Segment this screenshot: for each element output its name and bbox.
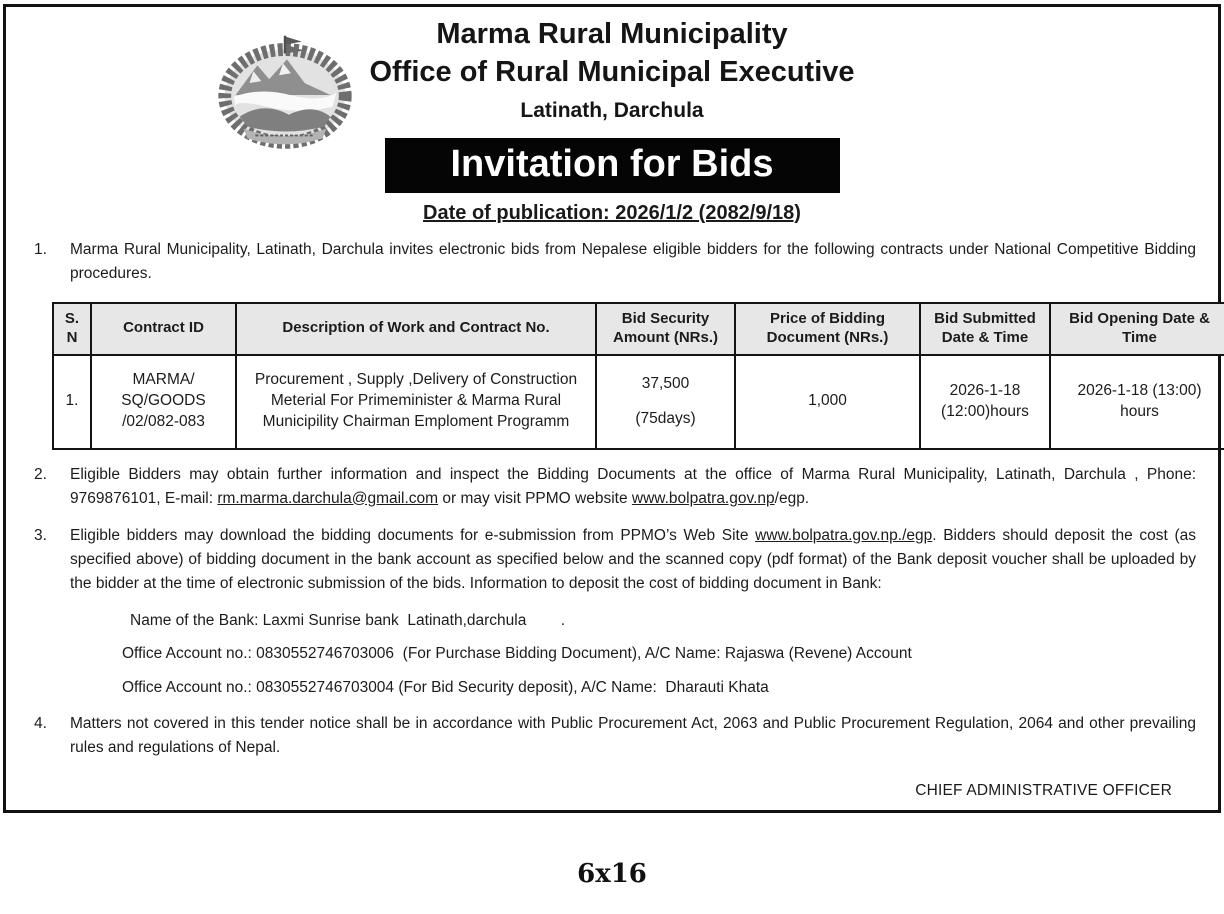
col-header-bid-submitted: Bid Submitted Date & Time — [920, 303, 1050, 355]
bid-security-amount: 37,500 — [641, 374, 690, 392]
paragraph-number: 2. — [34, 465, 47, 483]
document-frame — [3, 4, 1221, 813]
text-segment: Eligible bidders may download the bidding documents for e-submission from PPMO’s Web Site — [70, 526, 756, 544]
text-segment: or may visit PPMO website — [438, 489, 632, 507]
cell-bid-security — [596, 355, 735, 449]
cell-contract-id — [91, 355, 236, 449]
paragraph-text — [70, 463, 1196, 511]
bank-account-line-security: Office Account no.: 0830552746703004 (For Bid Security deposit), A/C Name: Dharauti Khata — [122, 679, 769, 697]
table-header-row — [53, 303, 1224, 355]
notice-paragraph-3 — [34, 524, 1196, 596]
table-row — [53, 355, 1224, 449]
col-header-description: Description of Work and Contract No. — [236, 303, 596, 355]
nepal-emblem-logo — [206, 33, 364, 149]
notice-paragraph-2 — [34, 463, 1196, 511]
contract-id-line: /02/082-083 — [122, 413, 205, 431]
col-header-bid-security: Bid Security Amount (NRs.) — [596, 303, 735, 355]
email-link[interactable]: rm.marma.darchula@gmail.com — [217, 489, 439, 507]
paragraph-number: 4. — [34, 714, 47, 732]
col-header-sn: S. N — [53, 303, 91, 355]
paragraph-text — [70, 524, 1196, 596]
ppmo-website-link[interactable]: www.bolpatra.gov.np — [631, 489, 775, 507]
bank-details — [34, 610, 1196, 699]
cell-description: Procurement , Supply ,Delivery of Construction Meterial For Primeminister & Marma Rural Municipility Chairman Emploment Programm — [236, 355, 596, 449]
paragraph-number: 1. — [34, 240, 47, 258]
notice-paragraph-1 — [34, 238, 1196, 286]
organization-name: Marma Rural Municipality — [436, 18, 788, 50]
bank-account-line-purchase: Office Account no.: 0830552746703006 (For Purchase Bidding Document), A/C Name: Rajaswa (Revene) Account — [122, 645, 912, 663]
paragraph-text — [70, 238, 1196, 286]
notice-title-banner — [385, 138, 840, 193]
cell-bid-submitted: 2026-1-18 (12:00)hours — [920, 355, 1050, 449]
notice-title: Invitation for Bids — [450, 142, 774, 185]
notice-paragraph-4 — [34, 712, 1196, 760]
paragraph-number: 3. — [34, 526, 47, 544]
notice-body — [6, 238, 1218, 800]
cell-sn: 1. — [53, 355, 91, 449]
col-header-contract-id: Contract ID — [91, 303, 236, 355]
bank-name-line: Name of the Bank: Laxmi Sunrise bank Latinath,darchula . — [130, 611, 566, 629]
text-segment: Marma Rural Municipality, Latinath, Darchula invites electronic bids from Nepalese eligible bidders for the following contracts under National Competitive Bidding procedures. — [70, 240, 1196, 282]
text-segment: Eligible Bidders may obtain further information and inspect the Bidding Documents at the office of Marma Rural Municipality, Latinath, Darchula , Phone: 9769876101, E-mail: — [70, 465, 1196, 507]
cell-price: 1,000 — [735, 355, 920, 449]
text-segment: . Bidders should deposit the cost (as specified above) of bidding document in the bank account as specified below and the scanned copy (pdf format) of the Bank deposit voucher shall be uploaded by the bidder at the time of electronic submission of the bids. Information to deposit the cost of bidding document in Bank: — [70, 526, 1196, 592]
contract-id-line: MARMA/ — [132, 371, 195, 389]
publication-date: Date of publication: 2026/1/2 (2082/9/18) — [423, 201, 801, 224]
office-name: Office of Rural Municipal Executive — [369, 56, 855, 89]
contract-id-line: SQ/GOODS — [121, 392, 206, 410]
col-header-bid-opening: Bid Opening Date & Time — [1050, 303, 1224, 355]
text-segment: /egp. — [774, 489, 810, 507]
text-segment: Matters not covered in this tender notice shall be in accordance with Public Procurement Act, 2063 and Public Procurement Regulation, 2064 and other prevailing rules and regulations of Nepal. — [70, 714, 1196, 756]
signature-title: CHIEF ADMINISTRATIVE OFFICER — [915, 781, 1172, 799]
col-header-price: Price of Bidding Document (NRs.) — [735, 303, 920, 355]
paragraph-text — [70, 712, 1196, 760]
office-location: Latinath, Darchula — [520, 98, 704, 122]
document-header — [6, 7, 1218, 225]
bid-security-validity: (75days) — [635, 409, 696, 427]
cell-bid-opening: 2026-1-18 (13:00) hours — [1050, 355, 1224, 449]
ppmo-egp-website-link[interactable]: www.bolpatra.gov.np./egp — [755, 526, 933, 544]
ad-size-note: 6x16 — [577, 858, 647, 889]
bid-table — [52, 302, 1224, 450]
